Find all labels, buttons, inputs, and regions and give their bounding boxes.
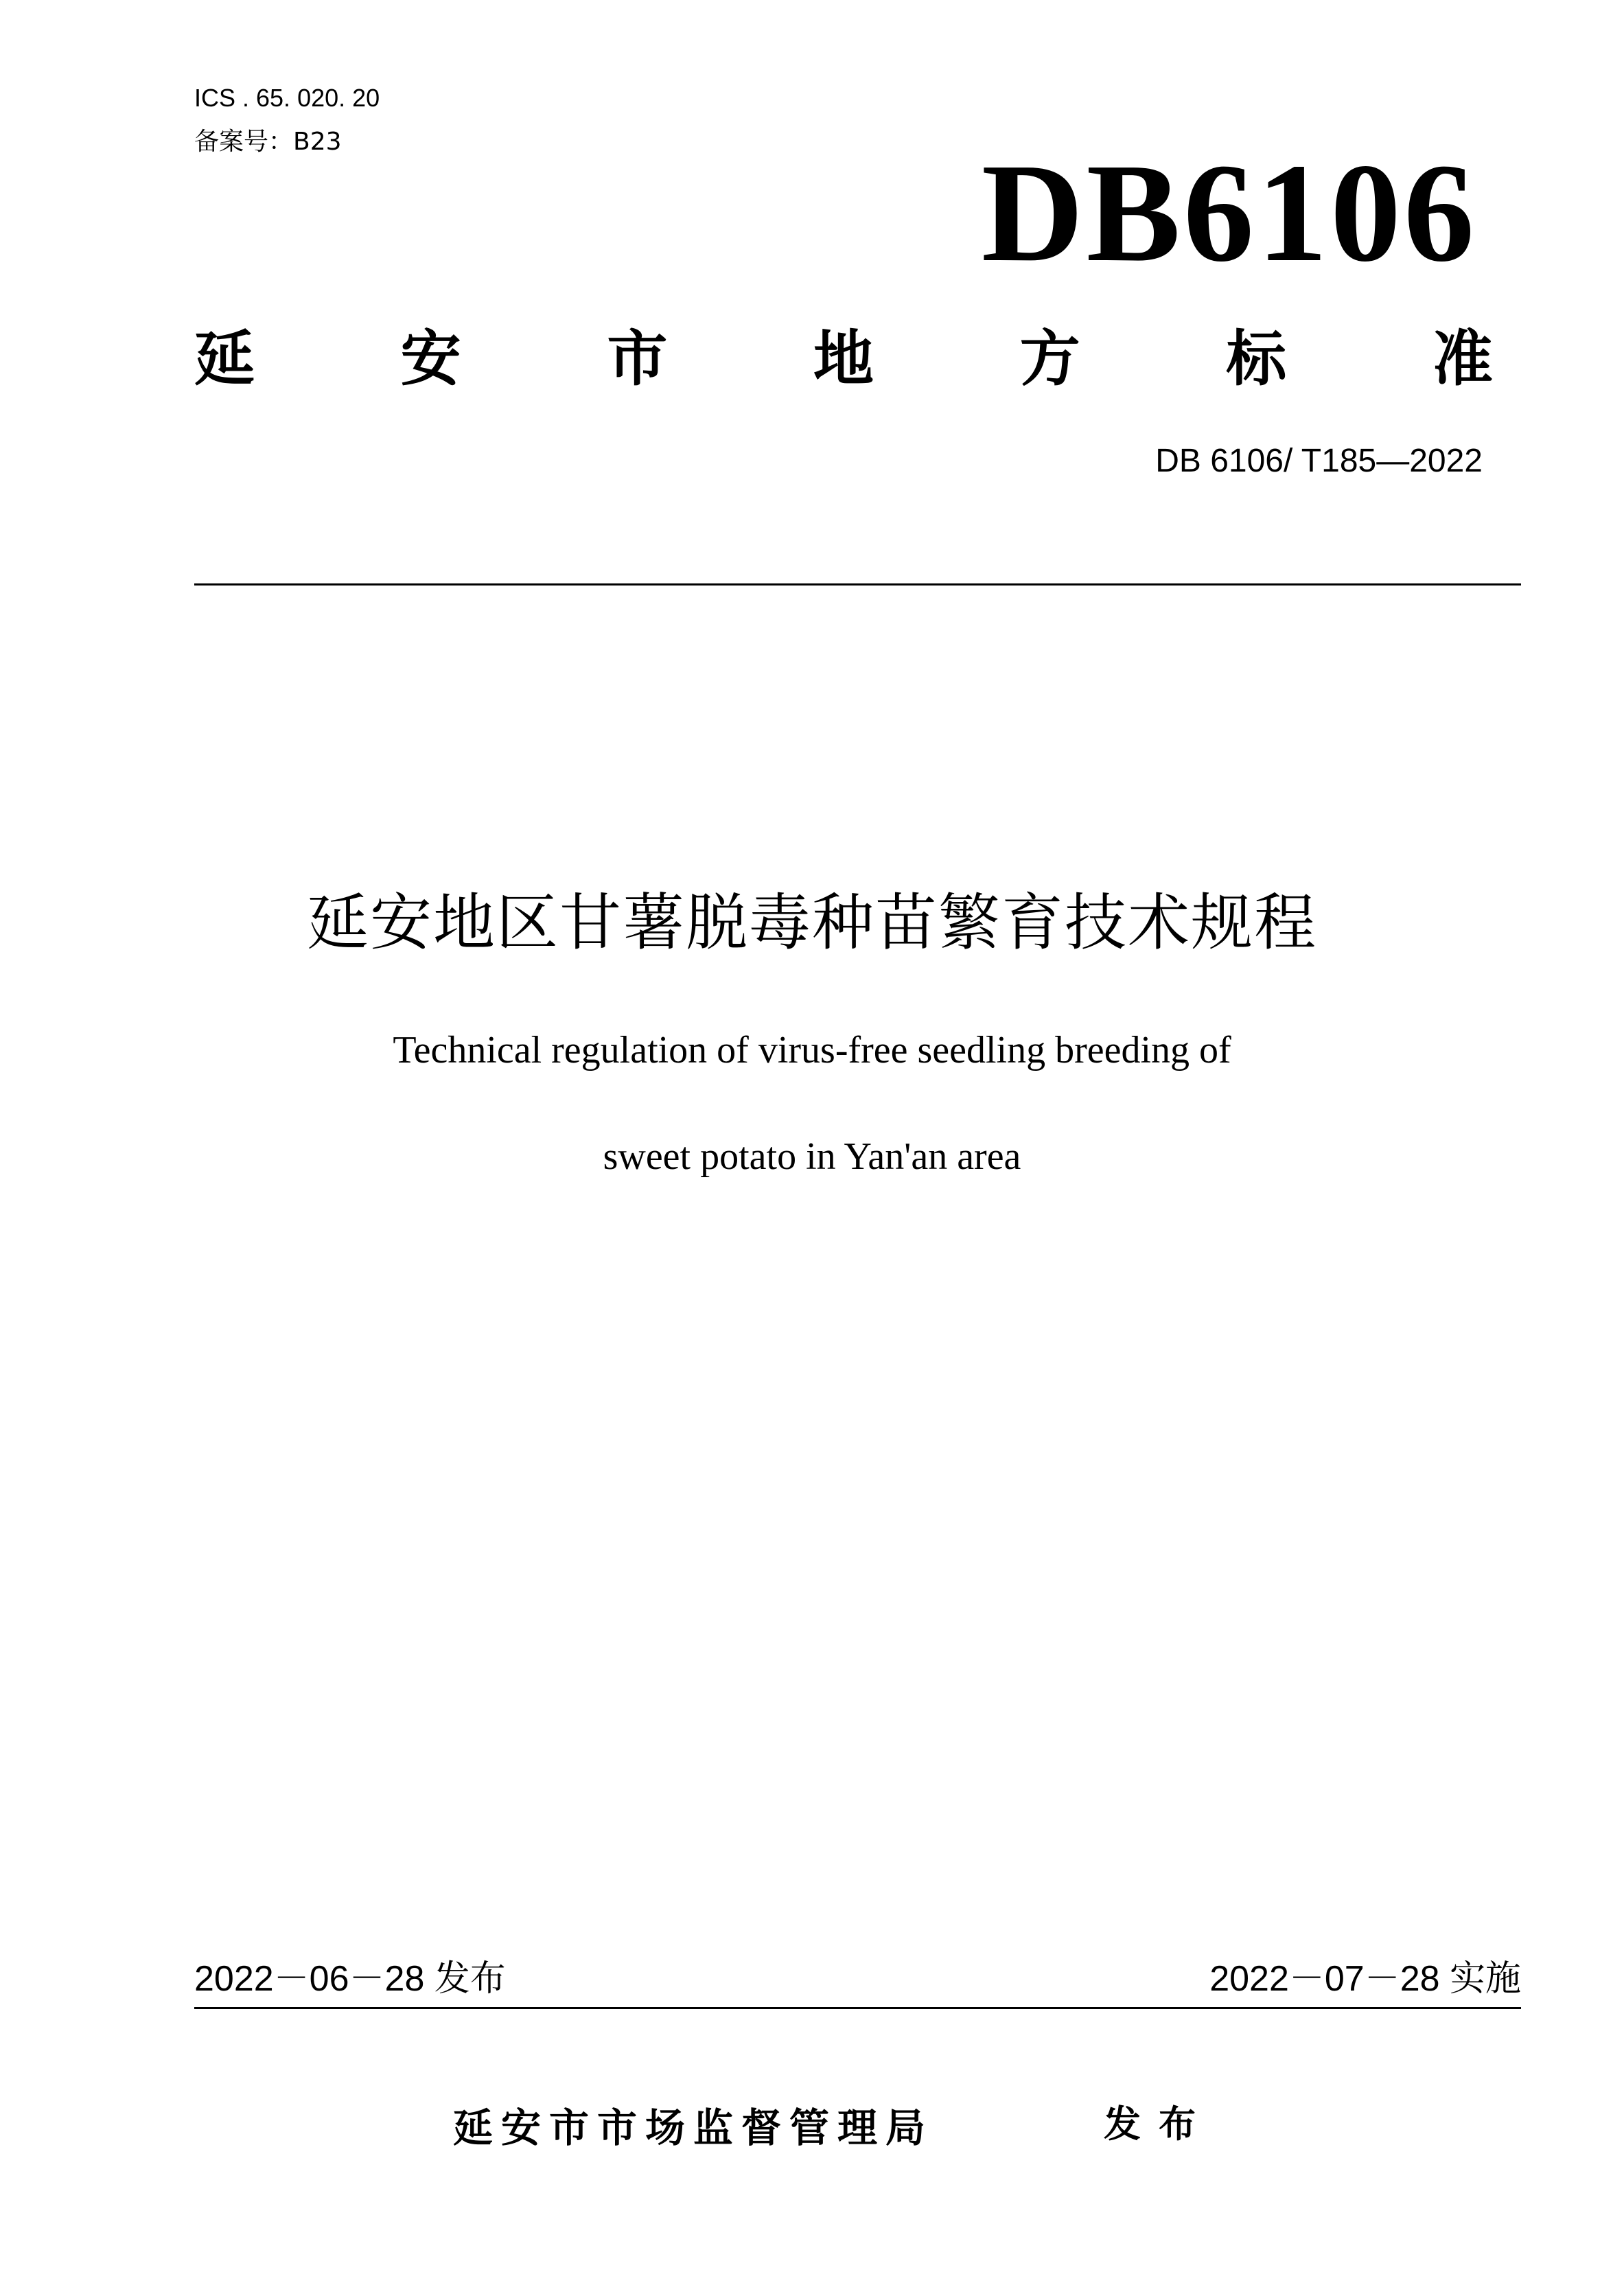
standard-type-char: 地 <box>813 323 874 394</box>
ics-code: ICS . 65. 020. 20 <box>194 84 380 112</box>
implementation-date: 2022－07－28 实施 <box>1209 1959 1521 1999</box>
standard-type-heading <box>194 321 1493 397</box>
standard-type-char: 标 <box>1226 323 1287 394</box>
standard-code-logo: DB6106 <box>981 134 1477 291</box>
title-english-line1: Technical regulation of virus-free seedling breeding of <box>393 1029 1231 1071</box>
record-number: 备案号：B23 <box>194 128 342 156</box>
bottom-divider <box>194 2007 1521 2009</box>
issuer-name: 延安市市场监督管理局 <box>453 2104 934 2151</box>
title-chinese: 延安地区甘薯脱毒种苗繁育技术规程 <box>307 887 1317 959</box>
issue-date: 2022－06－28 发布 <box>194 1959 506 1999</box>
standard-number: DB 6106/ T185—2022 <box>1155 443 1483 479</box>
standard-type-char: 方 <box>1019 323 1080 394</box>
issuer-action: 发布 <box>1104 2102 1214 2146</box>
standard-type-char: 延 <box>194 323 255 394</box>
standard-type-char: 市 <box>607 323 668 394</box>
title-english-line2: sweet potato in Yan'an area <box>603 1135 1021 1178</box>
top-divider <box>194 583 1521 585</box>
standard-type-char: 准 <box>1432 323 1493 394</box>
standard-type-char: 安 <box>400 323 461 394</box>
